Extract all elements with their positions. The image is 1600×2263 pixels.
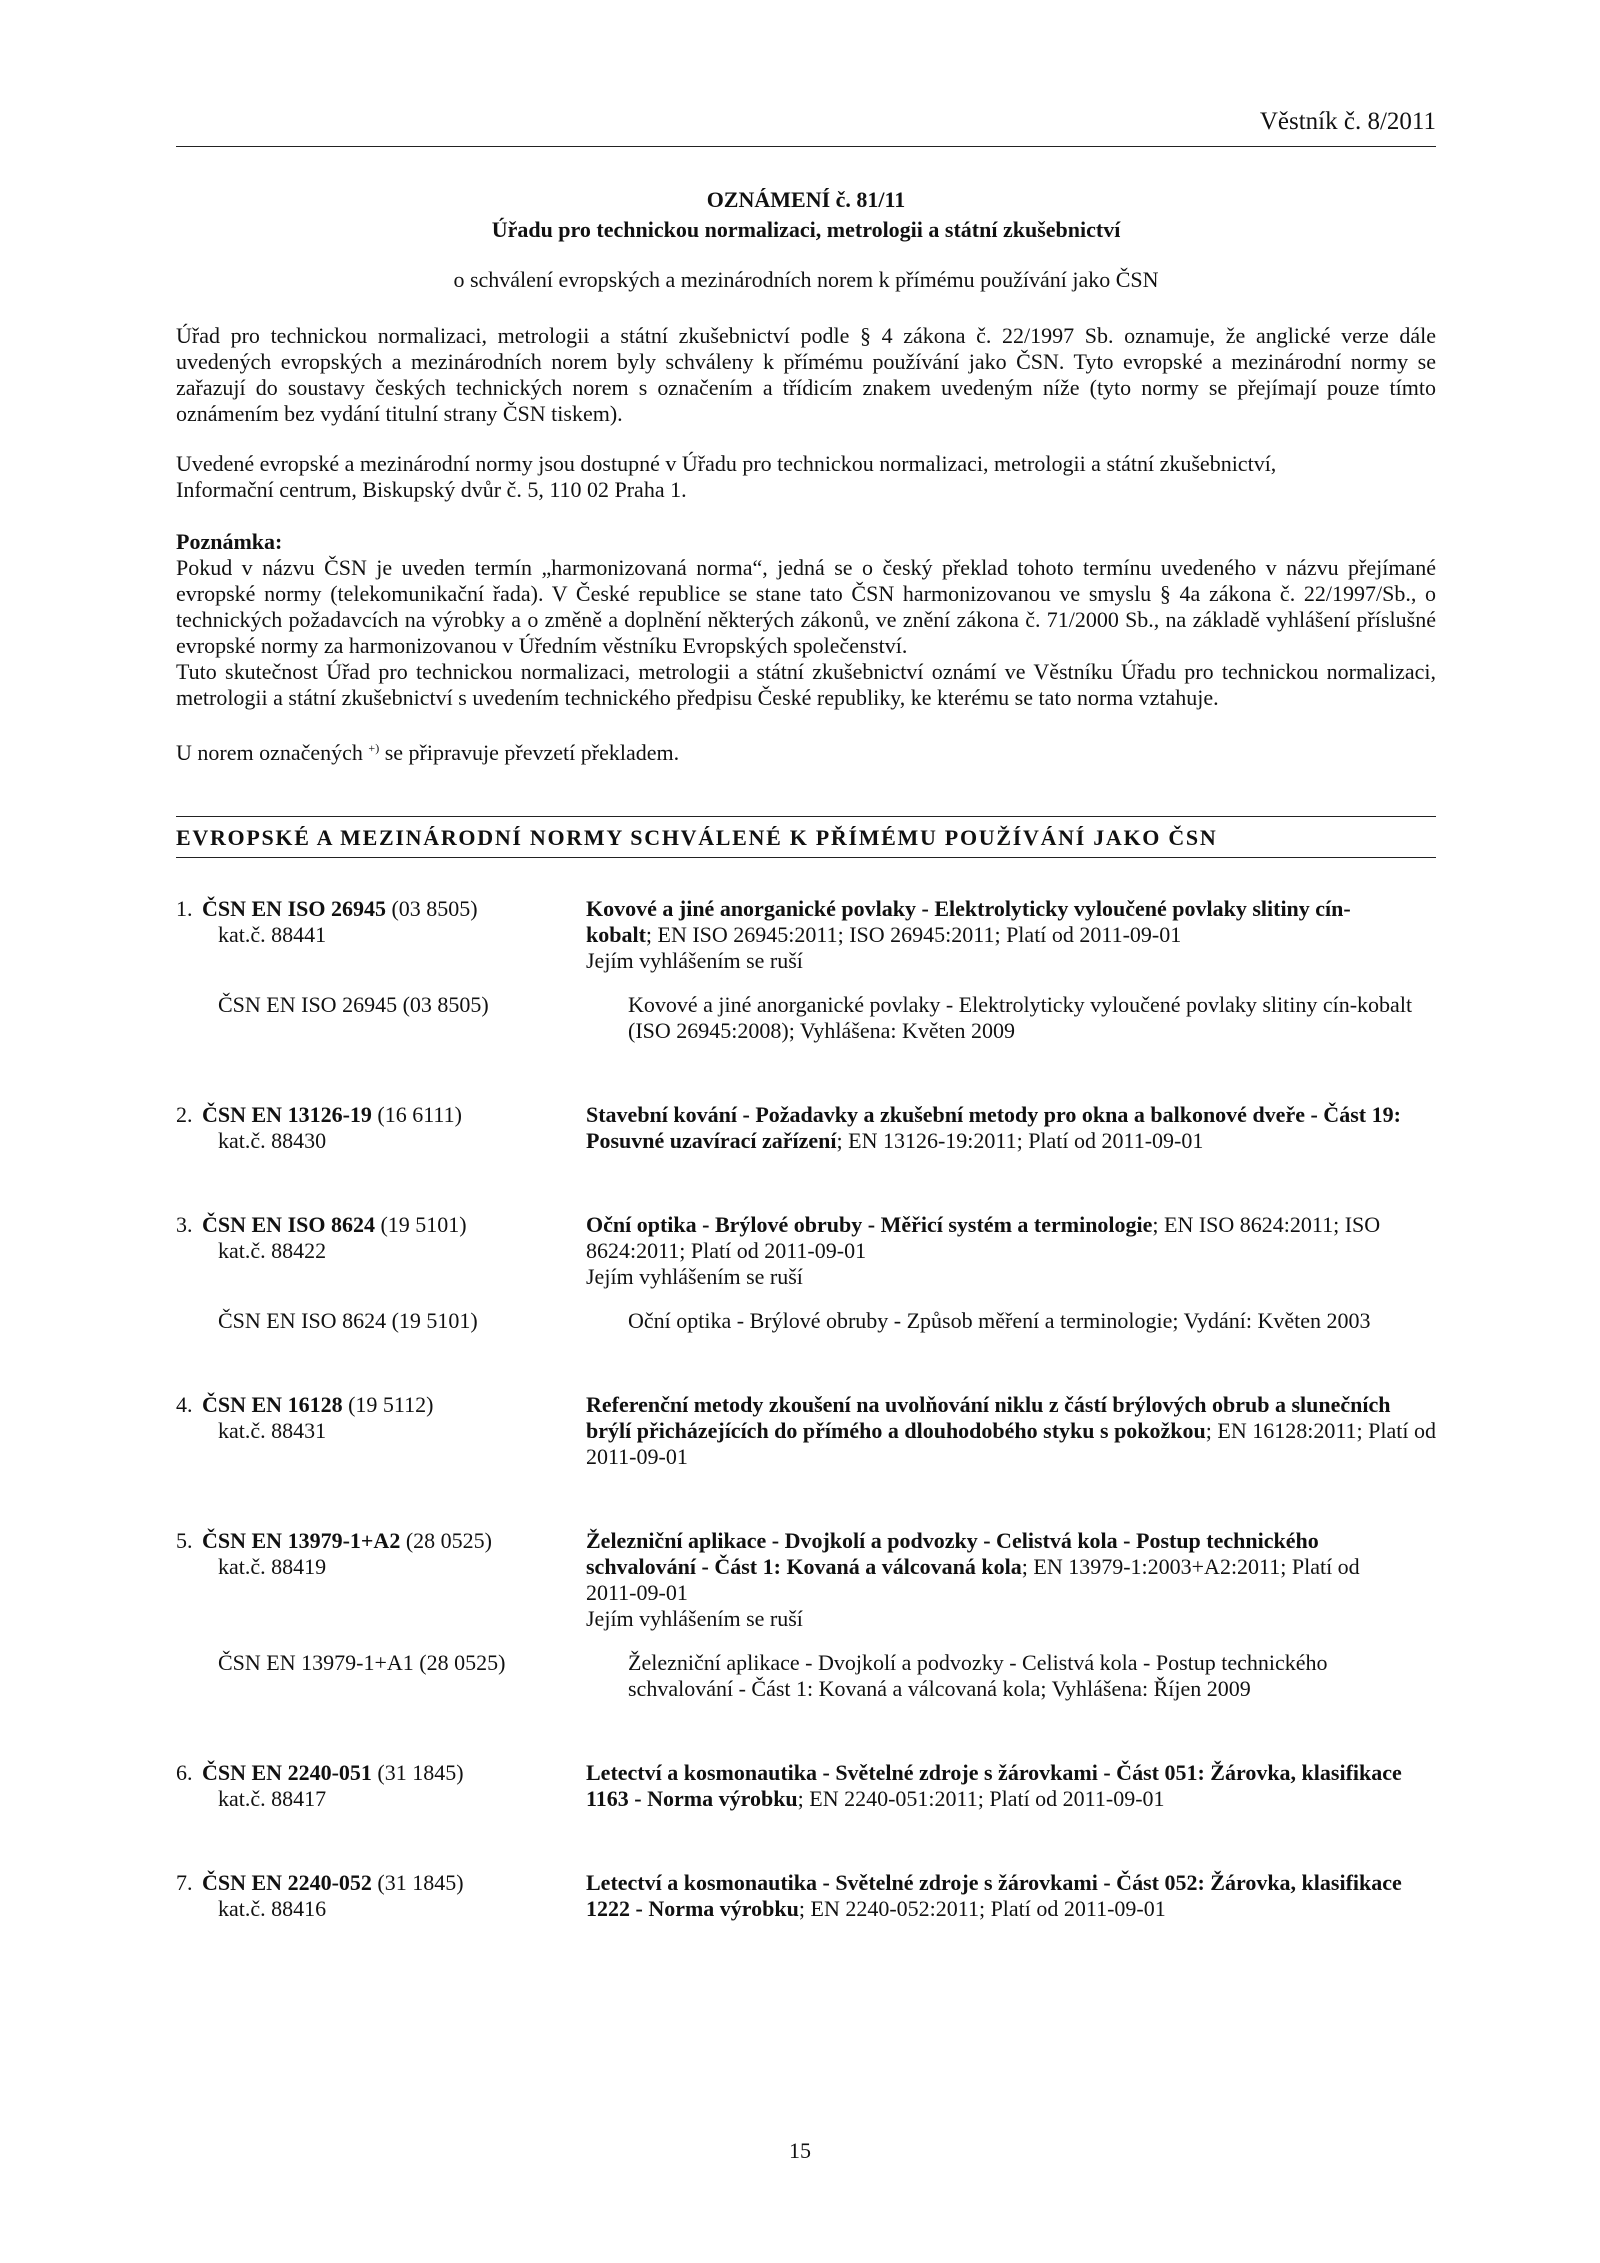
announcement-title: OZNÁMENÍ č. 81/11 bbox=[706, 187, 906, 212]
translation-note-text-b: se připravuje převzetí překladem. bbox=[379, 740, 680, 765]
item-details: ; EN ISO 26945:2011; ISO 26945:2011; Platí od 2011-09-01 bbox=[645, 922, 1182, 947]
item-title: Letectví a kosmonautika - Světelné zdroje s žárovkami - Část 051: Žárovka, klasifikace 1163 - Norma výrobku bbox=[586, 1760, 1402, 1811]
item-class: (28 0525) bbox=[400, 1528, 492, 1553]
item-repeal: Jejím vyhlášením se ruší bbox=[586, 948, 803, 973]
standard-item bbox=[176, 1528, 1436, 1702]
item-catalog: kat.č. 88419 bbox=[218, 1554, 327, 1579]
item-details: ; EN 13979-1:2003+A2:2011; Platí od 2011-09-01 bbox=[586, 1554, 1360, 1605]
item-title: Kovové a jiné anorganické povlaky - Elektrolyticky vyloučené povlaky slitiny cín-kobalt bbox=[586, 896, 1351, 947]
replaced-text: Kovové a jiné anorganické povlaky - Elektrolyticky vyloučené povlaky slitiny cín-kobalt (ISO 26945:2008); Vyhlášena: Květen 2009 bbox=[628, 992, 1413, 1043]
item-title: Referenční metody zkoušení na uvolňování niklu z částí brýlových obrub a slunečních brýlí přicházejících do přímého a dlouhodobého styku s pokožkou bbox=[586, 1392, 1391, 1443]
item-code: ČSN EN 13979-1+A2 bbox=[202, 1528, 401, 1553]
item-catalog: kat.č. 88430 bbox=[218, 1128, 327, 1153]
item-code: ČSN EN 2240-052 bbox=[202, 1870, 372, 1895]
item-number: 2. bbox=[176, 1102, 193, 1127]
standard-item bbox=[176, 1102, 1436, 1154]
replaced-text: Železniční aplikace - Dvojkolí a podvozky - Celistvá kola - Postup technického schvalování - Část 1: Kovaná a válcovaná kola; Vyhlášena: Říjen 2009 bbox=[628, 1650, 1328, 1701]
item-title: Letectví a kosmonautika - Světelné zdroje s žárovkami - Část 052: Žárovka, klasifikace 1222 - Norma výrobku bbox=[586, 1870, 1402, 1921]
item-catalog: kat.č. 88417 bbox=[218, 1786, 327, 1811]
section-title: EVROPSKÉ A MEZINÁRODNÍ NORMY SCHVÁLENÉ K PŘÍMÉMU POUŽÍVÁNÍ JAKO ČSN bbox=[176, 816, 1436, 858]
note-paragraph-2: Tuto skutečnost Úřad pro technickou normalizaci, metrologii a státní zkušebnictví oznámí ve Věstníku Úřadu pro technickou normalizaci, metrologii a státní zkušebnictví s uvedením technického předpisu České republiky, ke kterému se tato norma vztahuje. bbox=[176, 659, 1436, 710]
item-catalog: kat.č. 88441 bbox=[218, 922, 327, 947]
item-number: 7. bbox=[176, 1870, 193, 1895]
availability-line-1: Uvedené evropské a mezinárodní normy jsou dostupné v Úřadu pro technickou normalizaci, metrologii a státní zkušebnictví, bbox=[176, 451, 1277, 476]
replaced-code: ČSN EN ISO 26945 (03 8505) bbox=[218, 992, 489, 1017]
item-class: (16 6111) bbox=[371, 1102, 462, 1127]
page-number: 15 bbox=[789, 2138, 811, 2163]
note-heading: Poznámka: bbox=[176, 529, 283, 554]
item-class: (19 5112) bbox=[342, 1392, 434, 1417]
page-header: Věstník č. 8/2011 bbox=[176, 108, 1436, 147]
item-details: ; EN ISO 8624:2011; ISO 8624:2011; Platí od 2011-09-01 bbox=[586, 1212, 1381, 1263]
item-class: (31 1845) bbox=[371, 1760, 464, 1785]
standard-item bbox=[176, 1870, 1436, 1922]
item-number: 6. bbox=[176, 1760, 193, 1785]
note-paragraph-1: Pokud v názvu ČSN je uveden termín „harmonizovaná norma“, jedná se o český překlad tohoto termínu uvedeného v názvu přejímané evropské normy (telekomunikační řada). V České republice se stane tato ČSN harmonizovanou ve smyslu § 4a zákona č. 22/1997/Sb., o technických požadavcích na výrobky a o změně a doplnění některých zákonů, ve znění zákona č. 71/2000 Sb., na základě vyhlášení příslušné evropské normy za harmonizovanou v Úředním věstníku Evropských společenství. bbox=[176, 555, 1436, 658]
intro-paragraph: Úřad pro technickou normalizaci, metrologii a státní zkušebnictví podle § 4 zákona č. 22/1997 Sb. oznamuje, že anglické verze dále uvedených evropských a mezinárodních norem byly schváleny k přímému používání jako ČSN. Tyto evropské a mezinárodní normy se zařazují do soustavy českých technických norem s označením a třídicím znakem uvedeným níže (tyto normy se přejímají pouze tímto oznámením bez vydání titulní strany ČSN tiskem). bbox=[176, 323, 1436, 426]
translation-note-mark: +) bbox=[368, 741, 380, 755]
item-title: Železniční aplikace - Dvojkolí a podvozky - Celistvá kola - Postup technického schvalování - Část 1: Kovaná a válcovaná kola bbox=[586, 1528, 1319, 1579]
item-title: Stavební kování - Požadavky a zkušební metody pro okna a balkonové dveře - Část 19: Posuvné uzavírací zařízení bbox=[586, 1102, 1401, 1153]
item-repeal: Jejím vyhlášením se ruší bbox=[586, 1606, 803, 1631]
announcement-subtitle: o schválení evropských a mezinárodních norem k přímému používání jako ČSN bbox=[453, 267, 1159, 292]
item-number: 1. bbox=[176, 896, 193, 921]
item-details: ; EN 13126-19:2011; Platí od 2011-09-01 bbox=[836, 1128, 1204, 1153]
item-number: 3. bbox=[176, 1212, 193, 1237]
item-number: 5. bbox=[176, 1528, 193, 1553]
replaced-code: ČSN EN ISO 8624 (19 5101) bbox=[218, 1308, 478, 1333]
item-class: (19 5101) bbox=[374, 1212, 467, 1237]
item-code: ČSN EN 13126-19 bbox=[202, 1102, 372, 1127]
item-code: ČSN EN 2240-051 bbox=[202, 1760, 372, 1785]
replaced-text: Oční optika - Brýlové obruby - Způsob měření a terminologie; Vydání: Květen 2003 bbox=[628, 1308, 1371, 1333]
item-number: 4. bbox=[176, 1392, 193, 1417]
item-catalog: kat.č. 88431 bbox=[218, 1418, 327, 1443]
item-catalog: kat.č. 88422 bbox=[218, 1238, 327, 1263]
standard-item bbox=[176, 896, 1436, 1044]
standard-item bbox=[176, 1392, 1436, 1470]
announcement-office: Úřadu pro technickou normalizaci, metrologii a státní zkušebnictví bbox=[491, 217, 1121, 242]
item-code: ČSN EN 16128 bbox=[202, 1392, 343, 1417]
item-code: ČSN EN ISO 26945 bbox=[202, 896, 386, 921]
standards-list bbox=[176, 896, 1436, 1922]
translation-note-text-a: U norem označených bbox=[176, 740, 369, 765]
standard-item bbox=[176, 1212, 1436, 1334]
translation-note bbox=[176, 735, 1436, 766]
availability-line-2: Informační centrum, Biskupský dvůr č. 5, 110 02 Praha 1. bbox=[176, 477, 687, 502]
item-title: Oční optika - Brýlové obruby - Měřicí systém a terminologie bbox=[586, 1212, 1153, 1237]
item-details: ; EN 2240-052:2011; Platí od 2011-09-01 bbox=[798, 1896, 1166, 1921]
document-page bbox=[176, 108, 1436, 1922]
item-class: (31 1845) bbox=[371, 1870, 464, 1895]
item-class: (03 8505) bbox=[385, 896, 478, 921]
standard-item bbox=[176, 1760, 1436, 1812]
item-details: ; EN 2240-051:2011; Platí od 2011-09-01 bbox=[797, 1786, 1165, 1811]
replaced-code: ČSN EN 13979-1+A1 (28 0525) bbox=[218, 1650, 506, 1675]
availability-paragraph bbox=[176, 451, 1436, 503]
item-details: ; EN 16128:2011; Platí od 2011-09-01 bbox=[586, 1418, 1436, 1469]
announcement-heading bbox=[176, 185, 1436, 245]
item-code: ČSN EN ISO 8624 bbox=[202, 1212, 375, 1237]
item-catalog: kat.č. 88416 bbox=[218, 1896, 327, 1921]
item-repeal: Jejím vyhlášením se ruší bbox=[586, 1264, 803, 1289]
